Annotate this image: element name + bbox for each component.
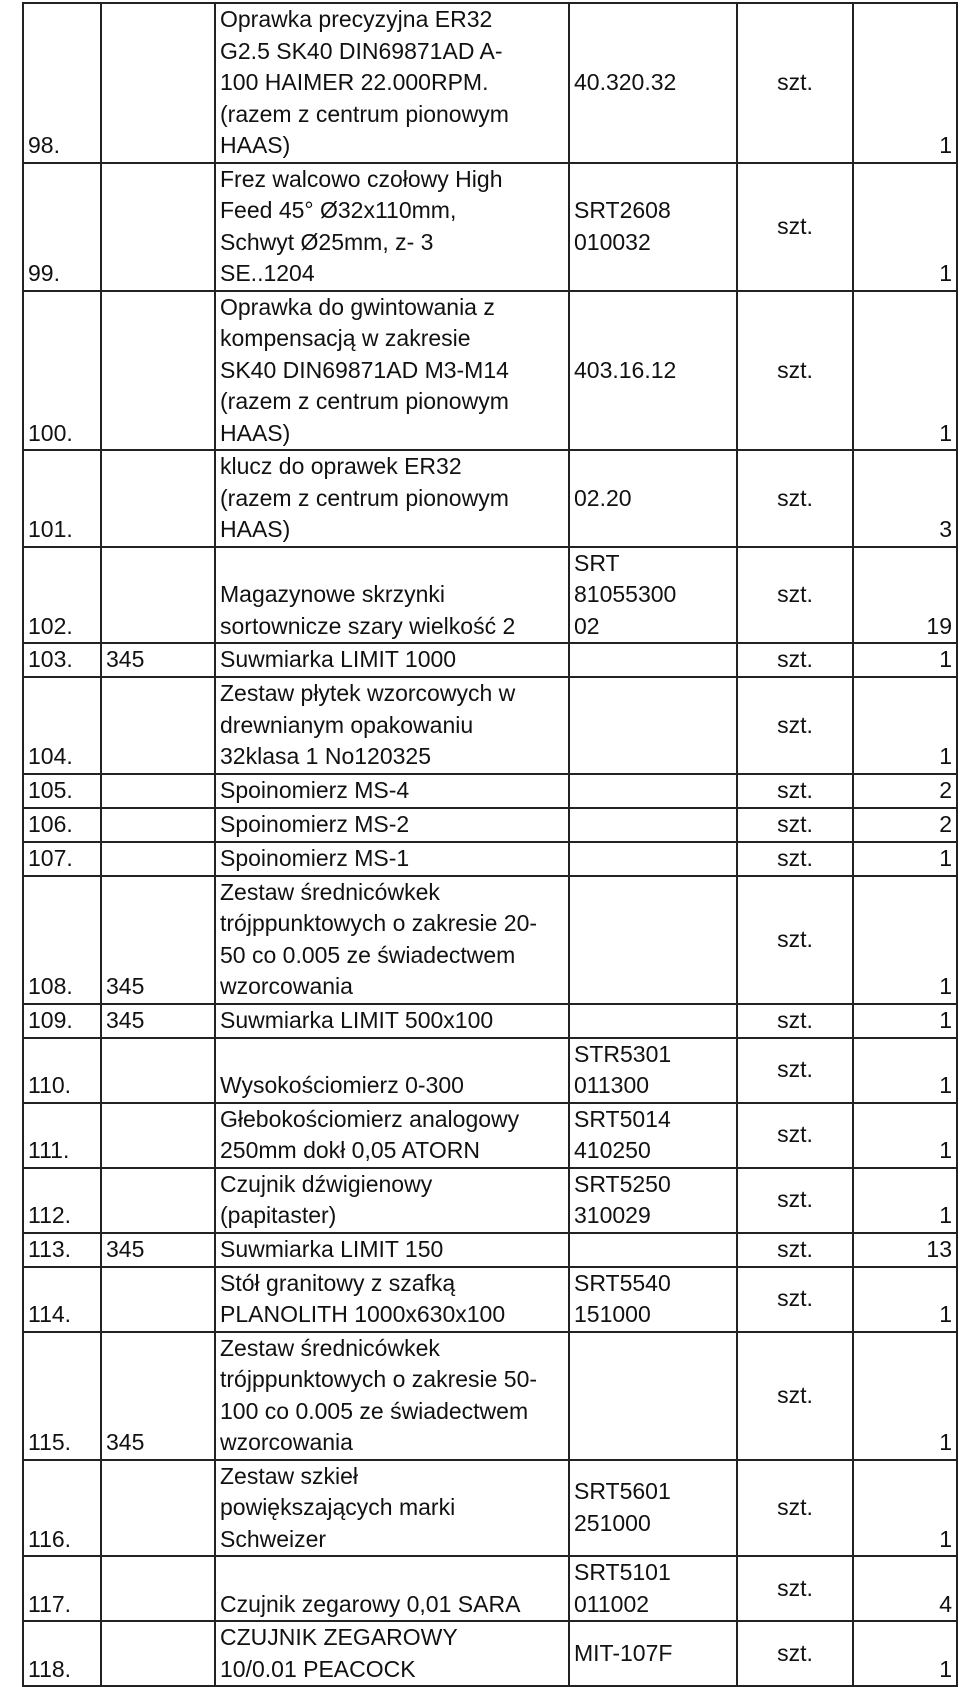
unit-cell	[737, 842, 853, 876]
row-number-cell	[23, 842, 101, 876]
unit-cell	[737, 1332, 853, 1460]
item-name-cell	[215, 1004, 569, 1038]
quantity-cell	[853, 547, 957, 644]
group-code-text: 345	[106, 973, 145, 999]
quantity-text: 1	[939, 1525, 952, 1552]
item-name-text: Suwmiarka LIMIT 1000	[220, 646, 457, 673]
group-code-cell	[101, 1233, 215, 1267]
group-code-cell	[101, 774, 215, 808]
quantity-cell	[853, 163, 957, 291]
group-code-cell	[101, 1038, 215, 1103]
catalog-number-cell	[569, 842, 737, 876]
row-number-cell	[23, 1621, 101, 1686]
unit-cell	[737, 677, 853, 774]
row-number-text: 107.	[28, 844, 73, 871]
group-code-text: 345	[106, 1429, 145, 1455]
catalog-number-text: STR5301 011300	[574, 1040, 672, 1098]
unit-text: szt.	[777, 1006, 813, 1033]
catalog-number-cell	[569, 3, 737, 163]
quantity-text: 1	[939, 973, 952, 999]
unit-text: szt.	[777, 646, 813, 673]
catalog-number-text: MIT-107F	[574, 1639, 673, 1666]
row-number-cell	[23, 808, 101, 842]
quantity-text: 2	[939, 776, 952, 803]
item-name-text: CZUJNIK ZEGAROWY 10/0.01 PEACOCK	[220, 1624, 458, 1682]
item-name-cell	[215, 1233, 569, 1267]
unit-cell	[737, 1267, 853, 1332]
item-name-cell	[215, 1621, 569, 1686]
row-number-text: 113.	[28, 1235, 72, 1262]
unit-text: szt.	[777, 776, 813, 803]
table-row	[23, 1004, 957, 1038]
item-name-text: Spoinomierz MS-4	[220, 776, 410, 803]
item-name-cell	[215, 3, 569, 163]
quantity-cell	[853, 450, 957, 547]
catalog-number-cell	[569, 774, 737, 808]
table-row	[23, 291, 957, 451]
quantity-cell	[853, 643, 957, 677]
row-number-cell	[23, 1460, 101, 1557]
item-name-text: Zestaw płytek wzorcowych w drewnianym opakowaniu 32klasa 1 No120325	[220, 680, 516, 769]
catalog-number-cell	[569, 1460, 737, 1557]
table-row	[23, 1233, 957, 1267]
table-row	[23, 1168, 957, 1233]
item-name-text: Czujnik zegarowy 0,01 SARA	[220, 1590, 521, 1617]
row-number-text: 117.	[28, 1590, 72, 1617]
catalog-number-text: SRT5540 151000	[574, 1269, 671, 1327]
unit-text: szt.	[777, 1121, 813, 1148]
item-name-text: Wysokościomierz 0-300	[220, 1072, 464, 1098]
unit-cell	[737, 1621, 853, 1686]
row-number-cell	[23, 1103, 101, 1168]
row-number-cell	[23, 643, 101, 677]
group-code-cell	[101, 450, 215, 547]
quantity-cell	[853, 1267, 957, 1332]
item-name-cell	[215, 1332, 569, 1460]
quantity-cell	[853, 808, 957, 842]
quantity-cell	[853, 842, 957, 876]
unit-text: szt.	[777, 1056, 813, 1083]
unit-cell	[737, 1103, 853, 1168]
unit-text: szt.	[777, 1639, 813, 1666]
quantity-cell	[853, 1168, 957, 1233]
table-row	[23, 808, 957, 842]
catalog-number-cell	[569, 643, 737, 677]
unit-text: szt.	[777, 1186, 813, 1213]
quantity-cell	[853, 1460, 957, 1557]
group-code-cell	[101, 163, 215, 291]
item-name-cell	[215, 1460, 569, 1557]
table-row	[23, 1267, 957, 1332]
catalog-number-cell	[569, 876, 737, 1004]
quantity-text: 1	[939, 1429, 952, 1455]
quantity-cell	[853, 1103, 957, 1168]
catalog-number-cell	[569, 1103, 737, 1168]
unit-text: szt.	[777, 356, 813, 383]
item-name-cell	[215, 876, 569, 1004]
row-number-text: 103.	[28, 646, 73, 673]
row-number-text: 98.	[28, 132, 60, 158]
group-code-cell	[101, 876, 215, 1004]
unit-text: szt.	[777, 69, 813, 95]
unit-text: szt.	[777, 1235, 813, 1262]
item-name-cell	[215, 1267, 569, 1332]
table-row	[23, 1621, 957, 1686]
quantity-text: 19	[926, 612, 952, 639]
row-number-cell	[23, 876, 101, 1004]
catalog-number-cell	[569, 677, 737, 774]
catalog-number-text: SRT 81055300 02	[574, 549, 677, 639]
row-number-text: 112.	[28, 1202, 72, 1228]
unit-text: szt.	[777, 925, 813, 952]
unit-text: szt.	[777, 1381, 813, 1408]
item-name-text: Spoinomierz MS-1	[220, 844, 410, 871]
quantity-text: 1	[939, 419, 952, 446]
row-number-cell	[23, 1332, 101, 1460]
item-name-cell	[215, 677, 569, 774]
table-row	[23, 547, 957, 644]
quantity-cell	[853, 291, 957, 451]
row-number-text: 109.	[28, 1006, 73, 1033]
item-name-cell	[215, 774, 569, 808]
unit-cell	[737, 291, 853, 451]
table-body	[23, 3, 957, 1686]
quantity-text: 1	[939, 1202, 952, 1228]
group-code-cell	[101, 3, 215, 163]
row-number-text: 102.	[28, 612, 73, 639]
quantity-text: 1	[939, 646, 952, 673]
item-name-text: Suwmiarka LIMIT 500x100	[220, 1006, 494, 1033]
unit-cell	[737, 808, 853, 842]
group-code-text: 345	[106, 646, 145, 673]
quantity-cell	[853, 1004, 957, 1038]
catalog-number-cell	[569, 1168, 737, 1233]
unit-cell	[737, 643, 853, 677]
row-number-cell	[23, 450, 101, 547]
item-name-cell	[215, 842, 569, 876]
row-number-cell	[23, 1168, 101, 1233]
item-name-text: Frez walcowo czołowy High Feed 45° Ø32x110mm, Schwyt Ø25mm, z- 3 SE..1204	[220, 165, 503, 286]
item-name-text: Suwmiarka LIMIT 150	[220, 1235, 444, 1262]
quantity-text: 1	[939, 1137, 952, 1163]
group-code-cell	[101, 1267, 215, 1332]
catalog-number-cell	[569, 1556, 737, 1621]
row-number-text: 106.	[28, 810, 73, 837]
row-number-text: 116.	[28, 1525, 72, 1552]
item-name-text: Stół granitowy z szafką PLANOLITH 1000x630x100	[220, 1269, 506, 1327]
item-name-text: Zestaw średnicówkek trójppunktowych o zakresie 50- 100 co 0.005 ze świadectwem wzorcowania	[220, 1334, 538, 1455]
catalog-number-text: SRT5014 410250	[574, 1105, 671, 1163]
table-row	[23, 1038, 957, 1103]
row-number-cell	[23, 1233, 101, 1267]
table-row	[23, 1460, 957, 1557]
group-code-cell	[101, 643, 215, 677]
item-name-text: Głebokościomierz analogowy 250mm dokł 0,05 ATORN	[220, 1105, 520, 1163]
group-code-cell	[101, 291, 215, 451]
quantity-cell	[853, 1556, 957, 1621]
unit-cell	[737, 1038, 853, 1103]
quantity-text: 1	[939, 1006, 952, 1033]
unit-cell	[737, 1233, 853, 1267]
catalog-number-cell	[569, 1038, 737, 1103]
table-row	[23, 3, 957, 163]
catalog-number-text: SRT5250 310029	[574, 1170, 671, 1228]
group-code-cell	[101, 1332, 215, 1460]
item-name-cell	[215, 643, 569, 677]
group-code-cell	[101, 1621, 215, 1686]
item-name-cell	[215, 163, 569, 291]
table-row	[23, 643, 957, 677]
unit-cell	[737, 450, 853, 547]
quantity-cell	[853, 677, 957, 774]
item-name-cell	[215, 1038, 569, 1103]
catalog-number-text: 02.20	[574, 484, 632, 511]
row-number-cell	[23, 774, 101, 808]
group-code-cell	[101, 1556, 215, 1621]
unit-text: szt.	[777, 711, 813, 738]
item-name-text: Oprawka precyzyjna ER32 G2.5 SK40 DIN69871AD A- 100 HAIMER 22.000RPM. (razem z centrum pionowym HAAS)	[220, 6, 509, 158]
catalog-number-text: SRT5101 011002	[574, 1559, 671, 1617]
inventory-table	[22, 2, 958, 1687]
catalog-number-cell	[569, 291, 737, 451]
catalog-number-cell	[569, 547, 737, 644]
item-name-text: Spoinomierz MS-2	[220, 810, 410, 837]
item-name-text: Magazynowe skrzynki sortownicze szary wielkość 2	[220, 581, 516, 639]
quantity-text: 4	[939, 1590, 952, 1617]
row-number-text: 104.	[28, 743, 73, 769]
catalog-number-cell	[569, 1267, 737, 1332]
unit-cell	[737, 547, 853, 644]
group-code-cell	[101, 1168, 215, 1233]
unit-cell	[737, 1004, 853, 1038]
catalog-number-cell	[569, 808, 737, 842]
row-number-text: 115.	[28, 1429, 72, 1455]
table-row	[23, 163, 957, 291]
table-row	[23, 876, 957, 1004]
table-row	[23, 450, 957, 547]
quantity-cell	[853, 1038, 957, 1103]
item-name-cell	[215, 808, 569, 842]
catalog-number-text: SRT5601 251000	[574, 1478, 671, 1536]
table-row	[23, 842, 957, 876]
table-row	[23, 677, 957, 774]
quantity-text: 1	[939, 132, 952, 158]
quantity-cell	[853, 876, 957, 1004]
group-code-cell	[101, 677, 215, 774]
quantity-text: 2	[939, 810, 952, 837]
item-name-cell	[215, 1556, 569, 1621]
item-name-text: Oprawka do gwintowania z kompensacją w zakresie SK40 DIN69871AD M3-M14 (razem z centrum pionowym HAAS)	[220, 293, 509, 446]
row-number-text: 101.	[28, 516, 73, 542]
quantity-cell	[853, 774, 957, 808]
row-number-cell	[23, 163, 101, 291]
row-number-text: 118.	[28, 1655, 72, 1682]
catalog-number-text: 40.320.32	[574, 69, 677, 95]
row-number-text: 114.	[28, 1301, 72, 1327]
row-number-text: 108.	[28, 973, 73, 999]
row-number-text: 100.	[28, 419, 73, 446]
item-name-cell	[215, 291, 569, 451]
quantity-text: 1	[939, 1655, 952, 1682]
catalog-number-cell	[569, 163, 737, 291]
row-number-text: 111.	[28, 1137, 70, 1163]
row-number-cell	[23, 1004, 101, 1038]
quantity-text: 3	[939, 516, 952, 542]
quantity-cell	[853, 1332, 957, 1460]
item-name-text: Czujnik dźwigienowy (papitaster)	[220, 1170, 433, 1228]
catalog-number-cell	[569, 1621, 737, 1686]
catalog-number-text: SRT2608 010032	[574, 197, 671, 255]
unit-cell	[737, 1460, 853, 1557]
row-number-cell	[23, 547, 101, 644]
unit-text: szt.	[777, 484, 813, 511]
unit-cell	[737, 1556, 853, 1621]
item-name-text: Zestaw szkieł powiększających marki Schweizer	[220, 1462, 456, 1552]
unit-text: szt.	[777, 810, 813, 837]
quantity-text: 13	[926, 1235, 952, 1262]
row-number-cell	[23, 1556, 101, 1621]
item-name-text: Zestaw średnicówkek trójppunktowych o zakresie 20- 50 co 0.005 ze świadectwem wzorcowania	[220, 878, 538, 999]
unit-cell	[737, 163, 853, 291]
row-number-cell	[23, 291, 101, 451]
item-name-cell	[215, 1103, 569, 1168]
table-row	[23, 1103, 957, 1168]
unit-cell	[737, 1168, 853, 1233]
group-code-cell	[101, 1103, 215, 1168]
row-number-text: 110.	[28, 1072, 72, 1098]
quantity-text: 1	[939, 844, 952, 871]
unit-text: szt.	[777, 581, 813, 607]
quantity-cell	[853, 1621, 957, 1686]
table-row	[23, 1332, 957, 1460]
quantity-text: 1	[939, 743, 952, 769]
group-code-cell	[101, 547, 215, 644]
catalog-number-text: 403.16.12	[574, 356, 677, 383]
unit-cell	[737, 3, 853, 163]
group-code-text: 345	[106, 1006, 145, 1033]
quantity-text: 1	[939, 1301, 952, 1327]
item-name-cell	[215, 547, 569, 644]
unit-text: szt.	[777, 212, 813, 239]
unit-cell	[737, 774, 853, 808]
row-number-text: 105.	[28, 776, 73, 803]
group-code-text: 345	[106, 1235, 145, 1262]
row-number-cell	[23, 1267, 101, 1332]
group-code-cell	[101, 808, 215, 842]
table-row	[23, 1556, 957, 1621]
catalog-number-cell	[569, 1004, 737, 1038]
row-number-text: 99.	[28, 260, 60, 286]
unit-text: szt.	[777, 844, 813, 871]
item-name-cell	[215, 450, 569, 547]
unit-text: szt.	[777, 1494, 813, 1520]
catalog-number-cell	[569, 1233, 737, 1267]
group-code-cell	[101, 1460, 215, 1557]
quantity-text: 1	[939, 260, 952, 286]
item-name-cell	[215, 1168, 569, 1233]
table-row	[23, 774, 957, 808]
catalog-number-cell	[569, 1332, 737, 1460]
row-number-cell	[23, 1038, 101, 1103]
row-number-cell	[23, 677, 101, 774]
quantity-cell	[853, 1233, 957, 1267]
unit-text: szt.	[777, 1285, 813, 1312]
quantity-cell	[853, 3, 957, 163]
group-code-cell	[101, 1004, 215, 1038]
unit-cell	[737, 876, 853, 1004]
group-code-cell	[101, 842, 215, 876]
quantity-text: 1	[939, 1072, 952, 1098]
unit-text: szt.	[777, 1574, 813, 1601]
row-number-cell	[23, 3, 101, 163]
item-name-text: klucz do oprawek ER32 (razem z centrum pionowym HAAS)	[220, 453, 509, 542]
catalog-number-cell	[569, 450, 737, 547]
